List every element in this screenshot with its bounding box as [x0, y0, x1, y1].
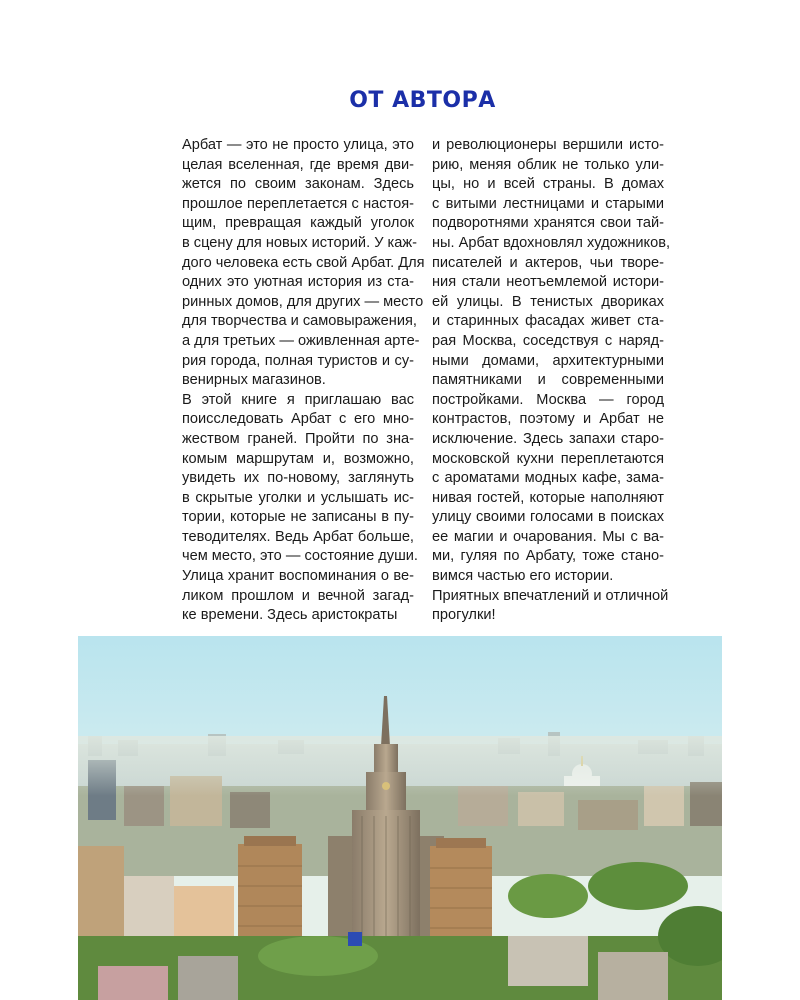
text-column-right [432, 136, 671, 626]
text-line: контрастов, поэтому и Арбат не [432, 411, 664, 428]
text-line: увидеть их по-новому, заглянуть [182, 470, 414, 487]
text-line: для творчества и самовыражения, [182, 313, 417, 330]
text-line: прошлое переплетается с настоя- [182, 195, 414, 212]
text-line: рая Москва, соседствуя с наряд- [432, 332, 664, 349]
text-line: жется по своим законам. Здесь [182, 176, 414, 193]
text-line: а для третьих — оживленная арте- [182, 332, 420, 349]
text-line: улицу своими голосами в поисках [432, 509, 664, 526]
text-line: В этой книге я приглашаю вас [182, 391, 414, 408]
text-line: исключение. Здесь запахи старо- [432, 430, 664, 447]
text-line: и старинных фасадах живет ста- [432, 313, 664, 330]
text-line: ны. Арбат вдохновлял художников, [432, 234, 671, 251]
text-line: памятниками и современными [432, 372, 664, 389]
text-line: ке времени. Здесь аристократы [182, 607, 398, 624]
page-title: ОТ АВТОРА [349, 88, 496, 113]
text-line: писателей и актеров, чьи творе- [432, 254, 664, 271]
text-line: комым маршрутам и, возможно, [182, 450, 414, 467]
text-line: вимся частью его истории. [432, 568, 614, 585]
text-line: ей улицы. В тенистых двориках [432, 293, 664, 310]
text-line: постройками. Москва — город [432, 391, 664, 408]
text-line: ее магии и очарования. Мы с ва- [432, 528, 664, 545]
text-line: московской кухни переплетаются [432, 450, 664, 467]
text-line: одних это уютная история из ста- [182, 274, 414, 291]
text-line: Приятных впечатлений и отличной [432, 587, 669, 604]
text-line: в сцену для новых историй. У каж- [182, 234, 417, 251]
text-line: тории, которые не записаны в пу- [182, 509, 414, 526]
text-line: целая вселенная, где время дви- [182, 156, 414, 173]
text-line: нивая гостей, которые наполняют [432, 489, 664, 506]
text-line: и революционеры вершили исто- [432, 137, 664, 153]
text-line: дого человека есть свой Арбат. Для [182, 254, 425, 271]
text-line: чем место, это — состояние души. [182, 548, 418, 565]
text-column-left [182, 136, 425, 626]
text-line: Арбат — это не просто улица, это [182, 137, 414, 153]
text-line: рия города, полная туристов и су- [182, 352, 414, 369]
text-line: поисследовать Арбат с его мно- [182, 411, 414, 428]
text-line: рию, меняя облик не только ули- [432, 156, 664, 173]
text-line: теводителях. Ведь Арбат больше, [182, 528, 414, 545]
text-line: с витыми лестницами и старыми [432, 195, 664, 212]
moscow-skyline-photo [78, 636, 722, 1000]
text-line: ными домами, архитектурными [432, 352, 664, 369]
text-line: ми, гуляя по Арбату, тоже стано- [432, 548, 664, 565]
text-line: цы, но и всей страны. В домах [432, 176, 664, 193]
text-line: ния стали неотъемлемой истори- [432, 274, 664, 291]
text-line: венирных магазинов. [182, 372, 326, 389]
text-line: щим, превращая каждый уголок [182, 215, 414, 232]
text-line: с ароматами модных кафе, зама- [432, 470, 664, 487]
text-line: прогулки! [432, 607, 496, 624]
text-line: в скрытые уголки и услышать ис- [182, 489, 414, 506]
text-line: ринных домов, для других — место [182, 293, 424, 310]
text-line: ликом прошлом и вечной загад- [182, 587, 414, 604]
text-line: Улица хранит воспоминания о ве- [182, 568, 414, 585]
text-line: жеством граней. Пройти по зна- [182, 430, 414, 447]
text-line: подворотнями хранятся свои тай- [432, 215, 664, 232]
